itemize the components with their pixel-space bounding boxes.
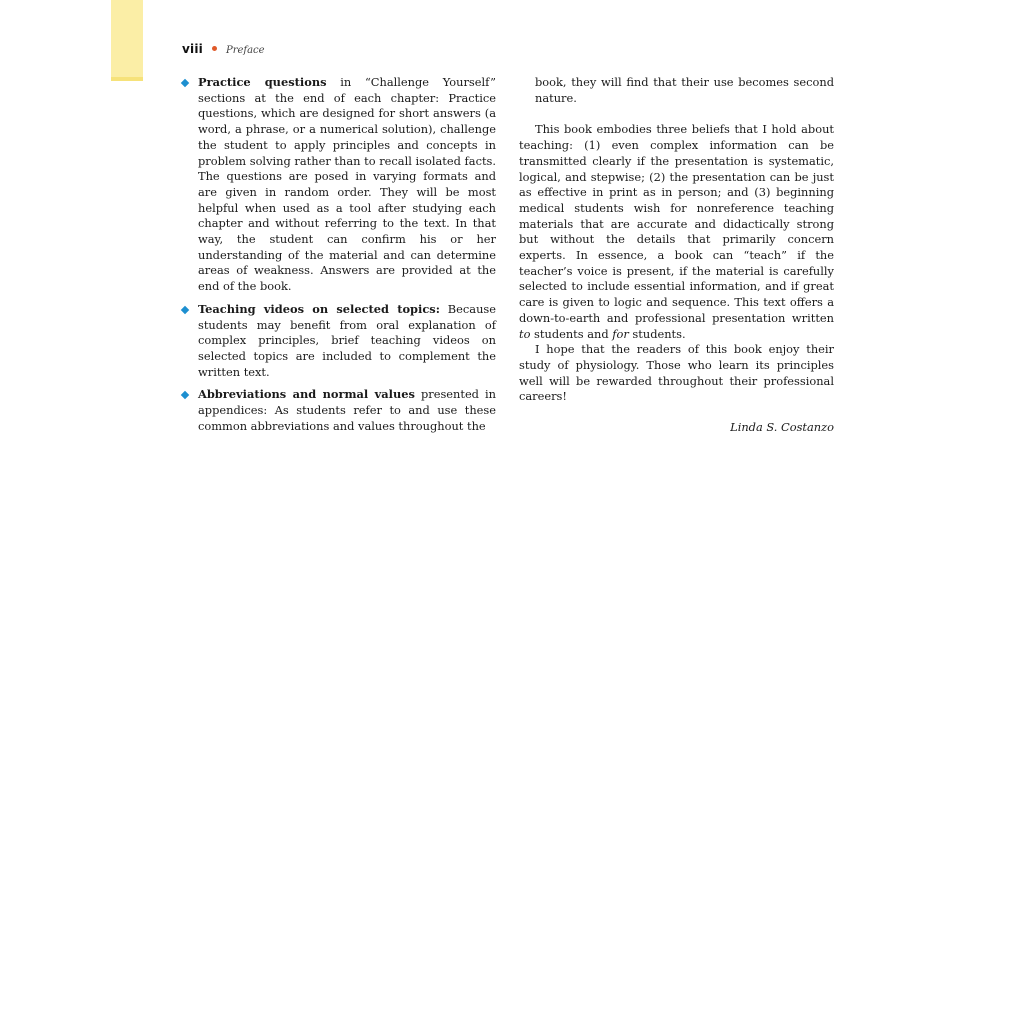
beliefs-text-end: students. [628,326,686,341]
list-item-teaching-videos [181,302,496,381]
list-item-lead: Teaching videos on selected topics: [198,301,440,316]
paragraph-gap [519,106,834,122]
beliefs-text: This book embodies three beliefs that I hold about teaching: (1) even complex information can be transmitted clearly if the presentation is systematic, logical, and stepwise; (2) the presentation can be just as effective in print as in person; and (3) beginning medical students wish for nonreference teaching materials that are accurate and didactically strong but without the details that primarily concern experts. In essence, a book can “teach” if the teacher’s voice is present, if the material is carefully selected to include essential information, and if great care is given to logic and sequence. This text offers a down-to-earth and professional presentation written [519,122,834,325]
closing-paragraph: I hope that the readers of this book enjoy their study of physiology. Those who learn its principles well will be rewarded throughout their professional careers! [519,342,834,404]
emphasis-for: for [612,326,629,341]
page-number: viii [182,42,203,56]
diamond-bullet-icon [181,79,189,87]
running-head [182,42,265,58]
list-item-text: presented in appendices: As students refer to and use these common abbreviations and values throughout the [198,387,496,433]
diamond-bullet-icon [181,391,189,399]
left-column [181,75,496,441]
chapter-tab-edge [111,77,143,81]
right-column [519,75,834,436]
list-item-abbreviations [181,387,496,434]
chapter-tab-strip [111,0,143,77]
emphasis-to: to [519,326,531,341]
continuation-paragraph: book, they will find that their use becomes second nature. [535,75,834,105]
author-signature: Linda S. Costanzo [730,420,834,435]
separator-dot-icon [212,46,217,51]
list-item-practice-questions [181,75,496,295]
list-item-text: in “Challenge Yourself” sections at the end of each chapter: Practice questions, which are designed for short answers (a word, a phrase, or a numerical solution), challenge the student to apply principles and concepts in problem solving rather than to recall isolated facts. The questions are posed in varying formats and are given in random order. They will be most helpful when used as a tool after studying each chapter and without referring to the text. In that way, the student can confirm his or her understanding of the material and can determine areas of weakness. Answers are provided at the end of the book. [198,75,496,294]
diamond-bullet-icon [181,306,189,314]
section-name: Preface [225,45,265,56]
list-item-lead: Abbreviations and normal values [198,387,415,402]
beliefs-text-mid: students and [530,326,613,341]
list-item-text: Because students may benefit from oral explanation of complex principles, brief teaching videos on selected topics are included to complement the written text. [198,301,496,379]
list-item-lead: Practice questions [198,75,327,89]
beliefs-paragraph [519,122,834,342]
